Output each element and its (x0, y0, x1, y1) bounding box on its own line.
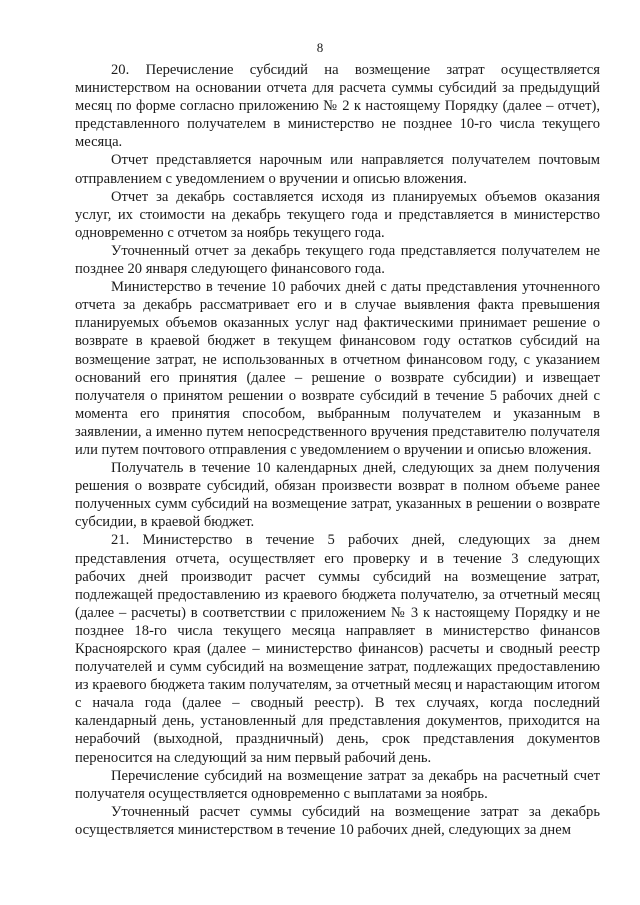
paragraph-december-report: Отчет за декабрь составляется исходя из планируемых объемов оказания услуг, их стоимости на декабрь текущего года и представляется в министерство одновременно с отчетом за ноябрь текущего года. (75, 188, 600, 241)
page-number: 8 (316, 40, 324, 55)
paragraph-ministry-review: Министерство в течение 10 рабочих дней с даты представления уточненного отчета за декабрь рассматривает его и в случае выявления факта превышения планируемых объемов оказанных услуг над фактическими принимает решение о возврате в краевой бюджет в текущем финансовом году остатков субсидий на возмещение затрат, не использованных в отчетном финансовом году, с указанием оснований его принятия (далее – решение о возврате субсидии) и извещает получателя о принятом решении о возврате субсидий в течение 5 рабочих дней с момента его принятия способом, выбранным получателем и указанным в заявлении, а именно путем непосредственного вручения представителю получателя или путем почтового отправления с уведомлением о вручении и описью вложения. (75, 279, 600, 458)
paragraph-20-transfer: 20. Перечисление субсидий на возмещение затрат осуществляется министерством на основании отчета для расчета суммы субсидий за предыдущий месяц по форме согласно приложению № 2 к настоящему Порядку (далее – отчет), представленного получателем в министерство не позднее 10-го числа текущего месяца. (75, 62, 600, 151)
paragraph-21-calculation: 21. Министерство в течение 5 рабочих дней, следующих за днем представления отчета, осуществляет его проверку и в течение 3 следующих рабочих дней производит расчет суммы субсидий на возмещение затрат, подлежащей предоставлению из краевого бюджета получателю, за отчетный месяц (далее – расчеты) в соответствии с приложением № 3 к настоящему Порядку и не позднее 18-го числа текущего месяца направляет в министерство финансов Красноярского края (далее – министерство финансов) расчеты и сводный реестр получателей и сумм субсидий на возмещение затрат, подлежащих предоставлению из краевого бюджета таким получателям, за отчетный месяц и нарастающим итогом с начала года (далее – сводный реестр). В тех случаях, когда последний календарный день, установленный для представления документов, приходится на нерабочий (выходной, праздничный) день, срок представления документов переносится на следующий за ним первый рабочий день. (75, 532, 600, 766)
paragraph-december-refined-calculation: Уточненный расчет суммы субсидий на возмещение затрат за декабрь осуществляется министерством в течение 10 рабочих дней, следующих за днем (75, 803, 600, 838)
paragraph-december-transfer: Перечисление субсидий на возмещение затрат за декабрь на расчетный счет получателя осуществляется одновременно с выплатами за ноябрь. (75, 767, 600, 802)
paragraph-refined-report: Уточненный отчет за декабрь текущего года представляется получателем не позднее 20 января следующего финансового года. (75, 242, 600, 278)
document-body (75, 61, 600, 839)
paragraph-recipient-refund: Получатель в течение 10 календарных дней, следующих за днем получения решения о возврате субсидий, обязан произвести возврат в полном объеме ранее полученных сумм субсидий на возмещение затрат, указанных в решении о возврате субсидии, в краевой бюджет. (75, 460, 600, 531)
paragraph-report-delivery: Отчет представляется нарочным или направляется получателем почтовым отправлением с уведомлением о вручении и описью вложения. (75, 152, 600, 187)
